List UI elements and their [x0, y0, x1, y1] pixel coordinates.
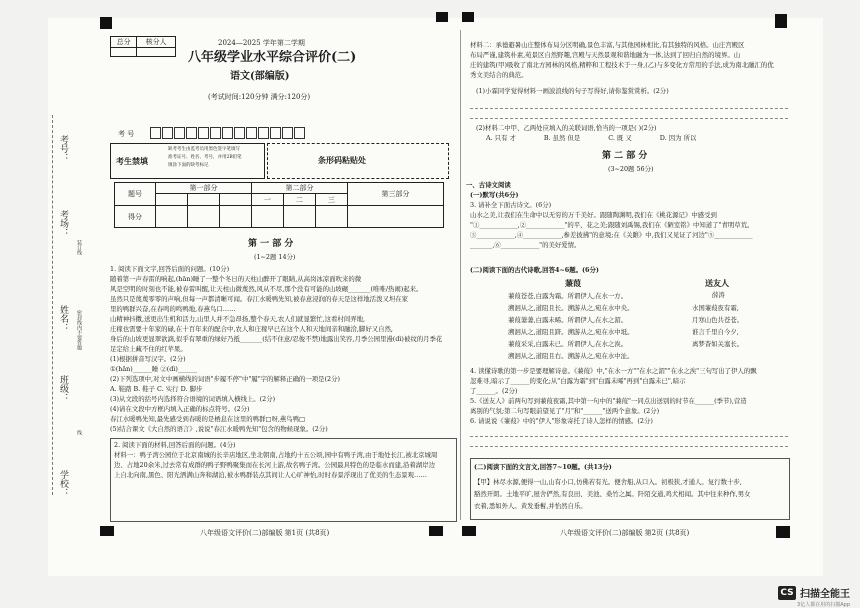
answer-line — [470, 108, 788, 109]
registration-mark — [775, 14, 787, 28]
q2-line: 材料一：鸭子湾公园位于北京南城的长辛店地区,坐北朝南,占地约十五公顷,园中有鸭子湾,由于地处长江,被北京城周 — [114, 451, 438, 459]
score-cells — [110, 36, 176, 57]
q4-6-line: 了______。(2分) — [470, 387, 518, 395]
q2-option: B. 虽然 但是 — [543, 134, 581, 142]
registration-mark — [462, 12, 474, 22]
material-2 — [470, 40, 790, 80]
poem-line: 离梦杳如关塞长。 — [692, 340, 744, 348]
material-2-line: 秀文美结合的典范。 — [470, 71, 528, 79]
q2-options — [486, 133, 696, 143]
poem-song-you-ren — [692, 302, 743, 350]
q2-part1: (1)小霖同学觉得材料一画波浪线的句子写得好,请你鉴赏赏析。(2分) — [476, 87, 669, 95]
material-2-line: 庄的建筑(甲)吸收了南北方园林的风格,精粹和工程技术于一身,(乙)与多变化方常用的手法,成为南北融汇的优 — [470, 61, 774, 69]
q4-6-line: 6. 请说说《蒹葭》中的"伊人"形象寄托了诗人怎样的情感。(2分) — [470, 417, 653, 425]
poem-line: 蒹葭采采,白露未已。所谓伊人,在水之涘。 — [508, 340, 628, 348]
prose-line: 【甲】林尽水源,便得一山,山有小口,仿佛若有光。便舍船,从口入。初极狭,才通人。复行数十步, — [474, 478, 742, 486]
q1-line: 春江水暖鸭先知,最先感受到春暖的是栖息在这里的鸭群□呀,燕鸟鸭□ — [110, 415, 306, 423]
strip-note: 线 — [76, 430, 82, 435]
prose-line: 衣着,悉如外人。黄发垂髫,并怡然自乐。 — [474, 502, 587, 510]
poem-line: 谁言千里自今夕, — [692, 328, 739, 336]
score-header: 第一部分 — [156, 183, 252, 194]
answer-line — [470, 446, 788, 447]
q1-line: A. 鞋踏 B. 鞋子 C. 实行 D. 脚步 — [110, 385, 203, 393]
q1-line: 里的鸭群兴奋,在春鸣的鸣鸭地,春燕鸟口…… — [110, 305, 236, 313]
school-year: 2024—2025 学年第二学期 — [218, 39, 305, 47]
q3-line: ③____________,④____________,参差披拂"的意境;在《关雎》中,我们又见证了河边"⑤____________ — [470, 231, 753, 239]
camscanner-logo-icon: CS — [778, 586, 796, 600]
exam-info: (考试时间:120分钟 满分:120分) — [208, 93, 311, 101]
q4-6-line: 离别的气氛;第二句写眼前望见了"月"和"______"送两个意象。(2分) — [470, 407, 660, 415]
poem-line: 水国蒹葭夜有霜, — [692, 304, 739, 312]
q1-line: 足定给上藏不住的红苹果。 — [110, 345, 187, 353]
strip-note: 密封线内不要答题 — [76, 310, 82, 350]
q2-line: 上自北向南,黑色、阳光洒满山奔和湖泊,被水鸭群装点其间让人心旷神怡,时时春景浮现出了优美的生态景观…… — [114, 471, 427, 479]
watermark-tagline: 3亿人都在用的扫描App — [797, 602, 850, 608]
q1-line: 虽然只是蔑蔑零零的声响,但每一声都清晰可闻。春江水暖鸭先知,被春意浸润的春天是这样地活泼又坦在家 — [110, 295, 409, 303]
q2-line: 边、占地20余米,过去常有成群的鸭子野鸭聚集而在长河上游,故名鸭子湾。公园最具特色的是临水而建,沿着湖岸边 — [114, 461, 435, 469]
barcode-label: 条形码粘贴处 — [318, 155, 366, 165]
subject-title: 语文(部编版) — [230, 71, 290, 82]
poem-line: 蒹葭苍苍,白露为霜。所谓伊人,在水一方。 — [508, 292, 628, 300]
poetry-section-title: 一、古诗文阅读 — [466, 181, 511, 189]
registration-mark — [100, 17, 112, 29]
notes-label: 考生禁填 — [116, 156, 148, 166]
column-divider — [460, 30, 461, 520]
part2-title: 第 二 部 分 — [602, 151, 648, 161]
exam-no-boxes — [150, 127, 305, 139]
binding-line — [52, 115, 53, 495]
q1-line: 身后的山坡更显翠欲滴,似乎有翠重的绿好乃抵_______(结不住意/忍俊不禁)地露出笑容,月季公园里漫(dì)被纹的月季花 — [110, 335, 443, 343]
part1-title: 第 一 部 分 — [248, 239, 294, 249]
notes-line: 缺考考生由监考员用黑色签字笔填写 — [168, 147, 240, 152]
exam-no-label: 考 号 — [118, 130, 135, 138]
answer-line — [470, 436, 788, 437]
q4-6-line: 忽难寻,暗示了______的变化;从"白露为霜"到"白露未晞"再到"白露未已",暗示 — [470, 377, 686, 385]
q1-line: (5)结合课文《大自然的语言》,说说"春江水暖鸭先知"包含的物候现象。(2分) — [110, 425, 328, 433]
q1-line: ①(hān)______睡 ②(dì)______ — [110, 365, 198, 373]
poem-title: 送友人 — [705, 278, 729, 288]
q1-line: (4)请在文段中方框内填入正确的标点符号。(2分) — [110, 405, 250, 413]
registration-mark — [436, 12, 448, 22]
score-subheader: 三 — [315, 194, 347, 206]
q3-line: "①____________,②____________"的平、花之美;跟随刘禹锡,我们在《陋室铭》中知道了"青明草荒。 — [470, 221, 754, 229]
q4-6-line: 5.《送友人》前两句写到蒹葭夜霜,其中第一句中的"蒹葭"一同点出送别的时节在______(季节),营造 — [470, 397, 747, 405]
section-heading: (一)默写(共6分) — [470, 191, 519, 199]
q1-line: 庄稼也需要十年家的碌,在十百年来的配合中,农人和庄稼早已在这个人和天地间亲和融洽,脚好又自然, — [110, 325, 393, 333]
q3-line: 3. 请补全下面古诗文。(6分) — [470, 201, 552, 209]
poem-line: 月寒山色共苍苍。 — [692, 316, 744, 324]
score-header: 题号 — [115, 183, 156, 206]
q1-line: 风是空明的时刻也不能,被春雷叫醒,让天柱山微蔑然,风从不尽,那个没有可能的山坡碾_______(唯唯/热闹)起来。 — [110, 285, 423, 293]
score-subheader: 二 — [283, 194, 315, 206]
q1-line: 随着第一声春雷的响起,(hān)睡了一整个冬日的天柱山醉开了眼睛,从高岗冰凉面吹来的微 — [110, 275, 362, 283]
q2-part2: (2)材料二中甲、乙两处应填入的关联词语,恰当的一项是( )(2分) — [476, 124, 657, 132]
poem-line: 溯洄从之,道阻且右。溯游从之,宛在水中沚。 — [508, 352, 634, 360]
page-footer-right: 八年级语文评价(二)部编版 第2页 (共8页) — [560, 529, 690, 537]
material-2-line: 布局严谨,建筑朴素,苑景区自然野趣,宫殿与天然景观和谐地融为一体,达到了回归自然的境界。山 — [470, 51, 741, 59]
q3-line: _______,⑥____________"的美好爱情。 — [470, 241, 581, 249]
strip-label-class: 班级： — [58, 375, 68, 402]
strip-label-room: 考场： — [58, 210, 68, 237]
registration-mark — [429, 526, 443, 536]
score-header: 第三部分 — [347, 183, 443, 206]
notes-line: 准考证号、姓名、考号，并用2B铅笔 — [168, 155, 242, 160]
strip-label-number: 考号： — [58, 135, 68, 162]
score-subheader: 一 — [251, 194, 283, 206]
score-cell-label: 总分 — [111, 37, 137, 48]
q2-option: C. 既 又 — [608, 134, 632, 142]
q4-6-line: 4. 读懂诗歌的第一步是要理解诗意。《蒹葭》中,"在水一方""在水之湄""在水之涘"三句写出了伊人的飘 — [470, 367, 757, 375]
questions-4-6 — [470, 366, 790, 426]
poem-author: 薛涛 — [712, 291, 725, 299]
poem-line: 溯洄从之,道阻且长。溯游从之,宛在水中央。 — [508, 304, 634, 312]
score-cell-label: 核分人 — [137, 37, 176, 48]
scanner-watermark — [778, 585, 850, 608]
question-1 — [110, 264, 455, 434]
watermark-name: 扫描全能王 — [800, 589, 850, 600]
page-footer-left: 八年级语文评价(二)部编版 第1页 (共8页) — [200, 529, 330, 537]
part1-range: (1~2题 14分) — [254, 253, 296, 261]
prose-jia — [474, 476, 786, 512]
score-row-label: 得分 — [115, 206, 156, 228]
section-heading: (二)阅读下面的文言文,回答7~10题。(共13分) — [474, 463, 612, 471]
q1-line: (1)根据拼音写汉字。(2分) — [110, 355, 186, 363]
poem-jianjia — [508, 290, 633, 362]
q1-line: 山精神抖擞,送更出生机和活力,山里人并不急昂扬,整个春天,农人们就显繁忙,这看村间弄地, — [110, 315, 366, 323]
q1-line: (2)下列选项中,对文中画横线的词语"步履不停"中"履"字的解释正确的一项是(2分) — [110, 375, 341, 383]
q2-option: A. 只有 才 — [486, 134, 516, 142]
poem-title: 蒹葭 — [565, 278, 581, 288]
question-3 — [470, 200, 790, 250]
score-header: 第二部分 — [251, 183, 347, 194]
prose-line: 豁然开朗。土地平旷,屋舍俨然,有良田、美池、桑竹之属。阡陌交通,鸡犬相闻。其中往来种作,男女 — [474, 490, 751, 498]
notes-line: 填涂下面的缺考标记 — [168, 163, 209, 168]
material-2-line: 材料二：承德避暑山庄整体布局分区明确,景色丰富,与其他园林相比,有其独特的风格。山庄宫殿区 — [470, 41, 745, 49]
registration-mark — [100, 526, 114, 536]
registration-mark — [462, 526, 476, 536]
strip-label-name: 姓名： — [58, 305, 68, 332]
exam-title: 八年级学业水平综合评价(二) — [188, 50, 357, 65]
q1-line: (3)从文段的括号内选择符合语境的词语填入横线上。(2分) — [110, 395, 276, 403]
section-heading: (二)阅读下面的古代诗歌,回答4~6题。(6分) — [470, 266, 599, 274]
registration-mark — [776, 526, 790, 538]
strip-label-school: 学校： — [58, 470, 68, 497]
q2-option: D. 因为 所以 — [659, 134, 697, 142]
question-2 — [114, 440, 452, 480]
q3-line: 山水之美,让我们在生命中以无穷的万千美好。跟随陶渊明,我们在《桃花源记》中感受到 — [470, 211, 717, 219]
strip-note: 装订线 — [76, 240, 82, 255]
poem-line: 蒹葭萋萋,白露未晞。所谓伊人,在水之湄。 — [508, 316, 628, 324]
q1-line: 1. 阅读下面文字,回答后面的问题。(10分) — [110, 265, 230, 273]
score-table — [114, 182, 444, 228]
answer-line — [470, 118, 788, 119]
part2-range: (3~20题 56分) — [608, 165, 654, 173]
poem-line: 溯洄从之,道阻且跻。溯游从之,宛在水中坻。 — [508, 328, 634, 336]
q2-line: 2. 阅读下面的材料,回答后面的问题。(4分) — [114, 441, 236, 449]
